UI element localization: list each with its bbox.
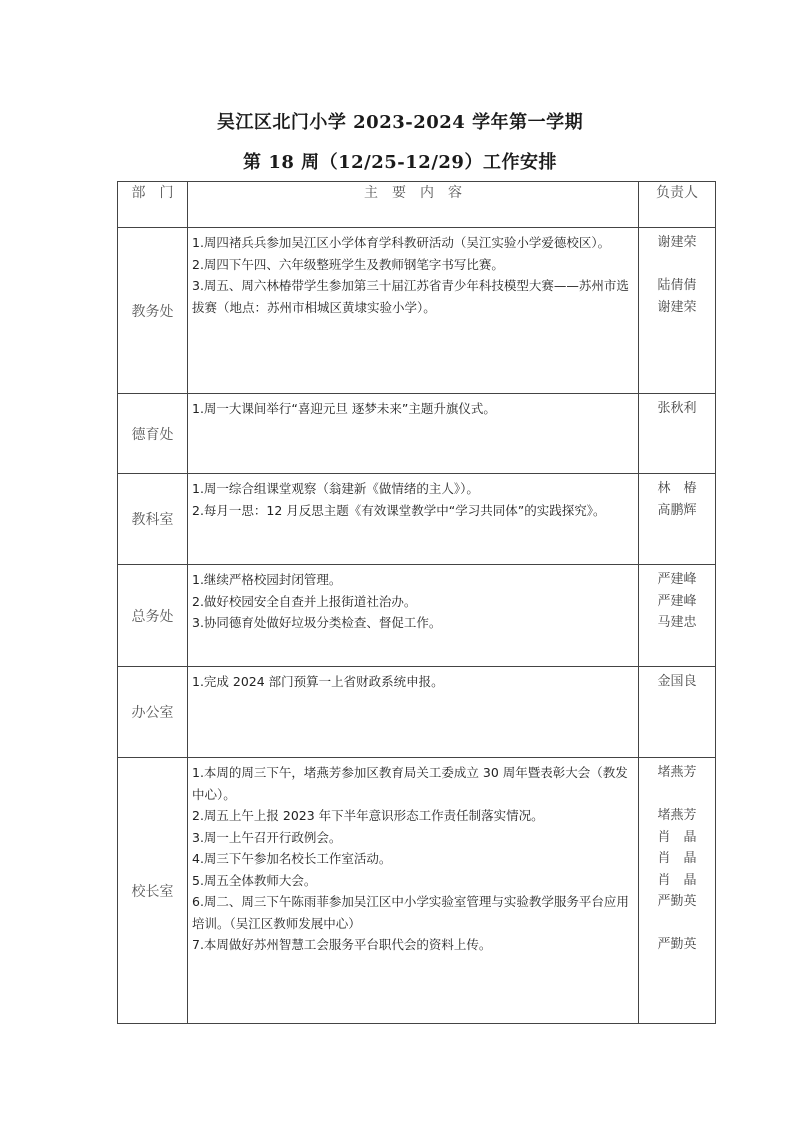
owner-cell <box>639 565 716 667</box>
department-cell: 校长室 <box>118 758 188 1024</box>
table-header-row <box>118 182 716 228</box>
department-cell: 总务处 <box>118 565 188 667</box>
owner-name: 林 椿 <box>657 481 697 496</box>
task-item: 3.周五、周六林椿带学生参加第三十届江苏省青少年科技模型大赛——苏州市选拔赛（地点：苏州市相城区黄埭实验小学）。 <box>192 278 629 315</box>
owner-name <box>639 784 715 806</box>
owner-name: 谢建荣 <box>657 299 697 315</box>
owner-name: 陆倩倩 <box>657 278 697 293</box>
owner-cell <box>639 667 716 758</box>
owner-name: 金国良 <box>657 674 697 689</box>
task-item: 7.本周做好苏州智慧工会服务平台职代会的资料上传。 <box>192 937 492 952</box>
owner-name <box>639 913 715 935</box>
document-subtitle: 第 18 周（12/25-12/29）工作安排 <box>243 152 557 173</box>
task-item: 5.周五全体教师大会。 <box>192 872 317 888</box>
department-cell: 德育处 <box>118 394 188 474</box>
owner-name: 严勤英 <box>657 894 697 909</box>
owner-name: 严勤英 <box>657 937 697 952</box>
owner-name: 堵燕芳 <box>657 765 697 780</box>
task-item: 1.周四褚兵兵参加吴江区小学体育学科教研活动（吴江实验小学爱德校区）。 <box>192 235 611 250</box>
table-row <box>118 565 716 667</box>
header-owner: 负责人 <box>639 182 716 228</box>
owner-name: 严建峰 <box>657 593 697 609</box>
owner-name: 谢建荣 <box>657 235 697 250</box>
owner-name: 高鹏辉 <box>657 502 697 518</box>
table-row <box>118 228 716 394</box>
task-item: 2.周五上午上报 2023 年下半年意识形态工作责任制落实情况。 <box>192 808 544 823</box>
task-item: 2.做好校园安全自查并上报街道社治办。 <box>192 593 417 609</box>
table-row <box>118 758 716 1024</box>
task-item: 2.周四下午四、六年级整班学生及教师钢笔字书写比赛。 <box>192 256 504 272</box>
owner-cell <box>639 394 716 474</box>
table-row <box>118 474 716 565</box>
task-item: 3.协同德育处做好垃圾分类检查、督促工作。 <box>192 615 442 630</box>
owner-name: 肖 晶 <box>657 872 697 888</box>
task-item: 4.周三下午参加名校长工作室活动。 <box>192 851 392 866</box>
owner-name: 堵燕芳 <box>657 808 697 823</box>
department-cell: 办公室 <box>118 667 188 758</box>
owner-name <box>639 254 715 276</box>
department-cell: 教科室 <box>118 474 188 565</box>
task-item: 2.每月一思：12 月反思主题《有效课堂教学中“学习共同体”的实践探究》。 <box>192 502 606 518</box>
owner-name: 张秋利 <box>657 401 697 416</box>
task-item: 6.周二、周三下午陈雨菲参加吴江区中小学实验室管理与实验教学服务平台应用培训。（吴江区教师发展中心） <box>192 894 629 931</box>
owner-cell <box>639 474 716 565</box>
task-item: 3.周一上午召开行政例会。 <box>192 829 342 845</box>
content-cell <box>188 758 639 1024</box>
task-item: 1.周一综合组课堂观察（翁建新《做情绪的主人》）。 <box>192 481 479 496</box>
task-item: 1.完成 2024 部门预算一上省财政系统申报。 <box>192 674 444 689</box>
content-cell <box>188 394 639 474</box>
owner-name: 肖 晶 <box>657 829 697 845</box>
content-cell <box>188 565 639 667</box>
content-cell <box>188 667 639 758</box>
schedule-table <box>117 181 716 1024</box>
table-row <box>118 667 716 758</box>
owner-name: 肖 晶 <box>657 851 697 866</box>
task-item: 1.继续严格校园封闭管理。 <box>192 572 342 587</box>
owner-cell <box>639 758 716 1024</box>
document-title: 吴江区北门小学 2023-2024 学年第一学期 <box>216 112 584 133</box>
owner-name: 严建峰 <box>657 572 697 587</box>
task-item: 1.周一大课间举行“喜迎元旦 逐梦未来”主题升旗仪式。 <box>192 401 496 416</box>
content-cell <box>188 228 639 394</box>
header-department: 部 门 <box>118 182 188 228</box>
task-item: 1.本周的周三下午，堵燕芳参加区教育局关工委成立 30 周年暨表彰大会（教发中心）。 <box>192 765 628 802</box>
header-content: 主 要 内 容 <box>188 182 639 228</box>
content-cell <box>188 474 639 565</box>
owner-name: 马建忠 <box>657 615 697 630</box>
table-row <box>118 394 716 474</box>
department-cell: 教务处 <box>118 228 188 394</box>
owner-cell <box>639 228 716 394</box>
